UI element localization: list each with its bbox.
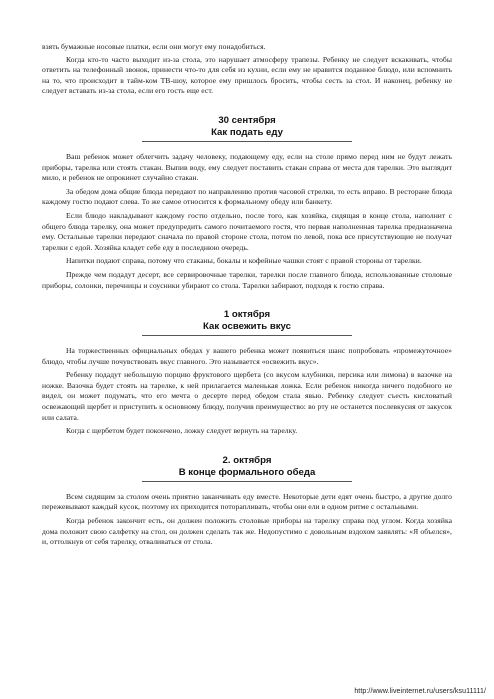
- section-title: Как освежить вкус: [203, 321, 291, 333]
- source-url-link[interactable]: http://www.liveinternet.ru/users/ksu11111/: [354, 688, 486, 695]
- intro-paragraph-2: Когда кто-то часто выходит из-за стола, это нарушает атмосферу трапезы. Ребенку не следует вскакивать, чтобы ответить на телефонный звонок, принести что-то для себя из кухни, если ему не нравится поданное блюдо, или вспомнить на то, что происходит в тайм-ком ТВ-шоу, которое ему пришлось бросить, чтобы сесть за стол. И наконец, ребенку не следует вставать из-за стола, если его гость еще ест.: [42, 54, 452, 96]
- section-3-paragraph-1: Всем сидящим за столом очень приятно заканчивать еду вместе. Некоторые дети едят очень быстро, а другие долго пережевывают каждый кусок, поэтому их приходится поторапливать, чтобы они ели в одном ритме с остальными.: [42, 491, 452, 512]
- section-2-paragraph-2: Ребенку подадут небольшую порцию фруктового щербета (со вкусом клубники, персика или лимона) в вазочке на ножке. Вазочка будет стоять на тарелке, к ней прилагается маленькая ложка. Если ребенок никогда ничего подобного не видел, он может подумать, что его мечта о десерте перед обедом стала явью. Ребенку следует съесть кисловатый освежающий щербет и приступить к основному блюду, получив преимущество: во рту не останется послевкусия от закусок или салата.: [42, 370, 452, 422]
- section-2-paragraph-3: Когда с щербетом будет покончено, ложку следует вернуть на тарелку.: [66, 426, 298, 436]
- section-divider: [142, 335, 352, 336]
- section-date: 1 октября: [223, 309, 271, 321]
- section-divider: [142, 481, 352, 482]
- section-date: 30 сентября: [218, 114, 276, 126]
- section-1-paragraph-4: Напитки подают справа, потому что стаканы, бокалы и кофейные чашки стоят с правой стороны от тарелки.: [66, 256, 422, 266]
- section-1-paragraph-1: Ваш ребенок может облегчить задачу человеку, подающему еду, если на столе прямо перед ним не будут лежать приборы, тарелка или стоять стакан. Выпив воду, ему следует поставить стакан справа от места для тарелки. Это выглядит мило, и ребенок не опрокинет случайно стакан.: [42, 151, 452, 183]
- section-date: 2. октября: [222, 454, 272, 466]
- section-heading-1: [42, 115, 452, 139]
- intro-paragraph-1: взять бумажные носовые платки, если они могут ему понадобиться.: [42, 42, 266, 51]
- section-1-paragraph-3: Если блюдо накладывают каждому гостю отдельно, после того, как хозяйка, сидящая в конце стола, наполнит с общего блюда тарелку, она может предупредить самого почитаемого гостя, что первая наполненная тарелка предназначена ему. Остальные тарелки передают сначала по правой стороне стола, потом по левой, пока все присутствующие не получат тарелки с едой. Хозяйка кладет себе еду в последнюю очередь.: [42, 210, 452, 252]
- section-divider: [142, 141, 352, 142]
- section-title: Как подать еду: [211, 126, 283, 138]
- section-title: В конце формального обеда: [178, 466, 316, 478]
- section-1-paragraph-2: За обедом дома общие блюда передают по направлению против часовой стрелки, то есть вправо. В ресторане блюда каждому гостю подают слева. То же самое относится к формальному обеду или банкету.: [42, 186, 452, 207]
- section-2-paragraph-1: На торжественных официальных обедах у вашего ребенка может появиться шанс попробовать «промежуточное» блюдо, чтобы лучше почувствовать вкус главного. Это называется «освежить вкус».: [42, 346, 452, 366]
- section-heading-3: [42, 455, 452, 479]
- section-3-paragraph-2: Когда ребенок закончит есть, он должен положить столовые приборы на тарелку справа под углом. Когда хозяйка дома положит свою салфетку на стол, он должен сделать так же. Недопустимо с довольным вздохом заявлять: «Я объелся», и, оттолкнув от себя тарелку, отваливаться от стола.: [42, 516, 452, 547]
- section-heading-2: [42, 309, 452, 333]
- section-1-paragraph-5: Прежде чем подадут десерт, все сервировочные тарелки, тарелки после главного блюда, использованные столовые приборы, солонки, перечницы и соусники убирают со стола. Тарелки забирают, подходя к гостю справа.: [42, 269, 452, 290]
